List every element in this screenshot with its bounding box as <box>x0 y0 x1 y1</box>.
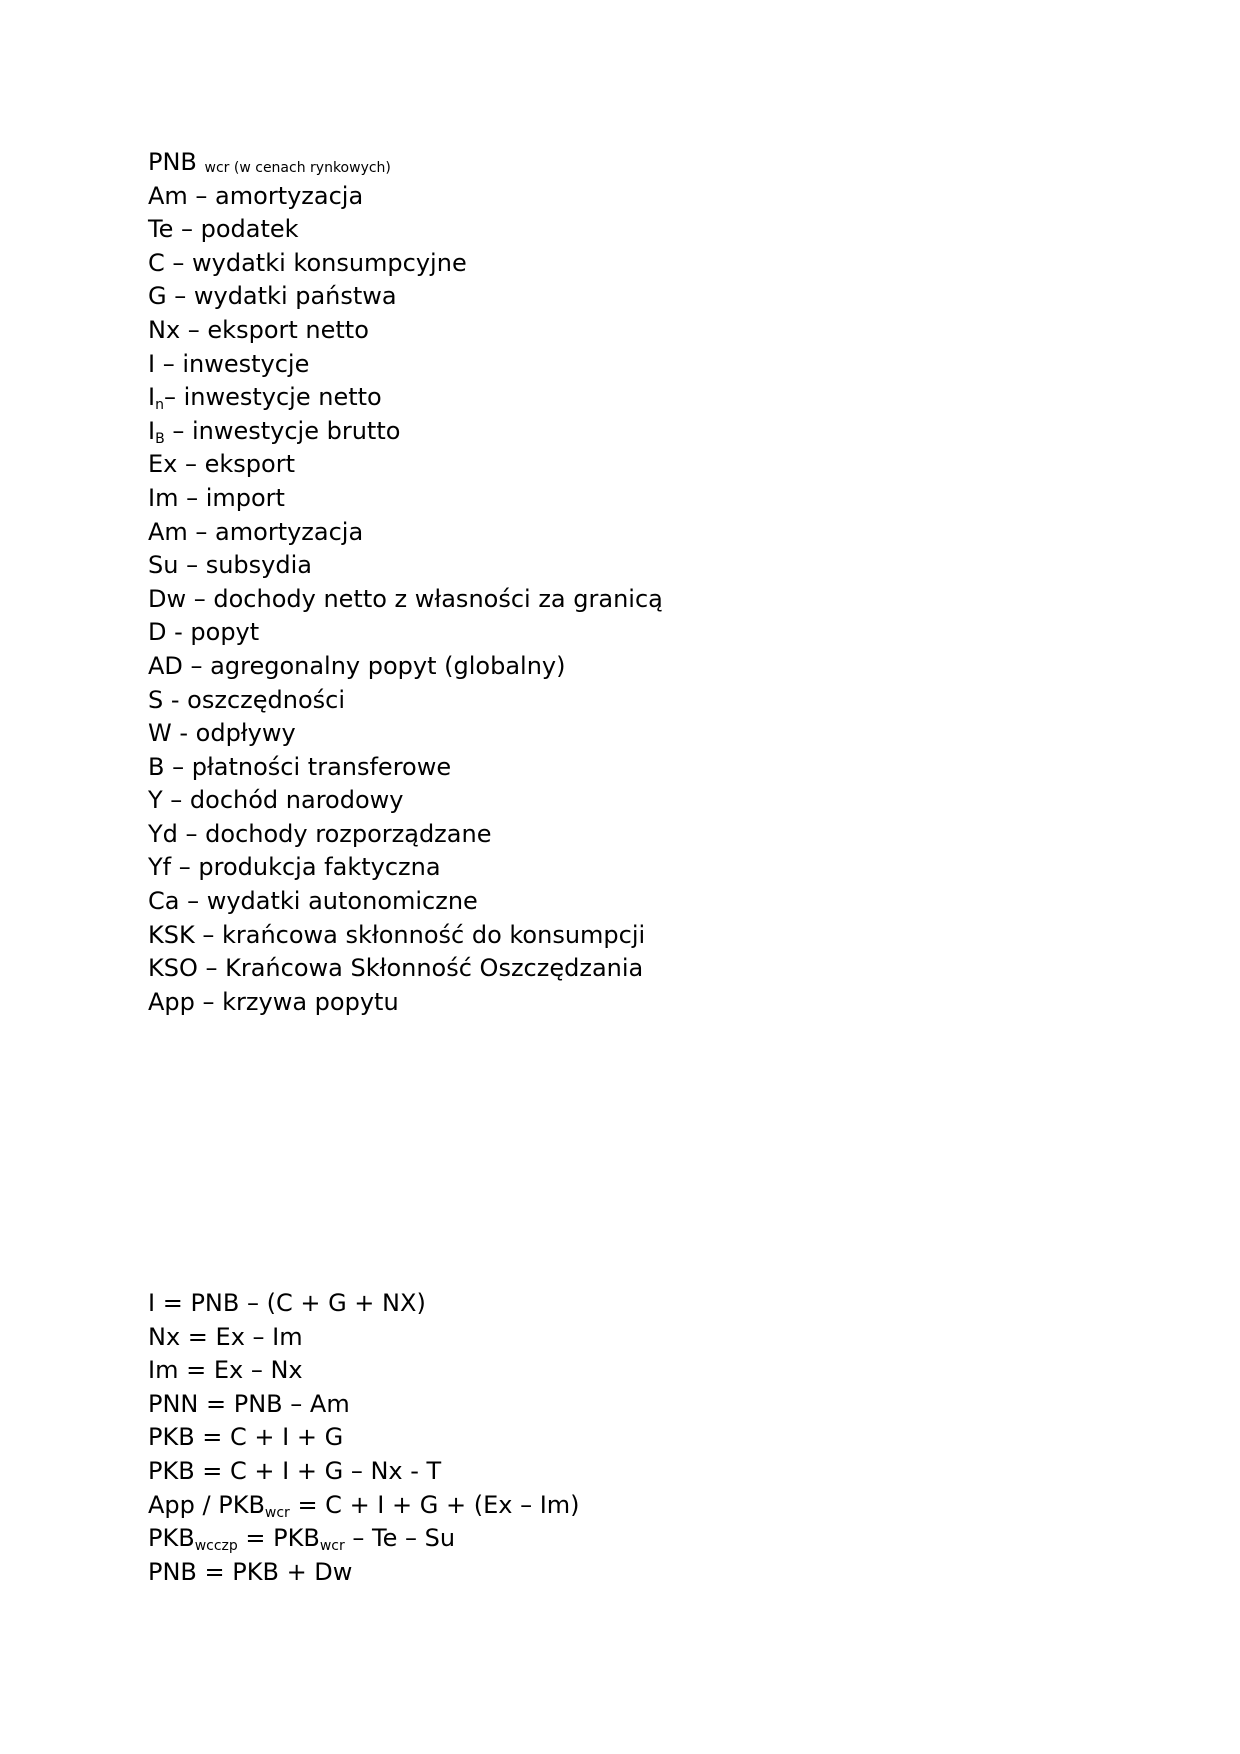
definition-line: Su – subsydia <box>148 551 312 580</box>
definition-line: W - odpływy <box>148 719 296 748</box>
formula-line: I = PNB – (C + G + NX) <box>148 1289 426 1317</box>
definition-line: KSO – Krańcowa Skłonność Oszczędzania <box>148 954 644 983</box>
formulas-list <box>148 1287 1148 1589</box>
formula-line: PKB = C + I + G – Nx - T <box>148 1456 442 1485</box>
definition-line: Dw – dochody netto z własności za granicą <box>148 584 663 613</box>
definition-line: Nx – eksport netto <box>148 315 369 344</box>
formula-line: PNN = PNB – Am <box>148 1389 350 1418</box>
formula-line: PNB = PKB + Dw <box>148 1557 353 1586</box>
definition-line: Ca – wydatki autonomiczne <box>148 887 478 916</box>
definitions-list <box>148 146 1148 1019</box>
definition-line: Am – amortyzacja <box>148 181 364 210</box>
definition-line: $I_n-$ inwestycje netto <box>148 383 382 414</box>
definition-line: B – płatności transferowe <box>148 752 452 781</box>
definition-line: I – inwestycje <box>148 349 310 378</box>
definition-line: $I_B$ – inwestycje brutto <box>148 416 401 447</box>
definition-line: Te – podatek <box>148 215 299 244</box>
definition-line: C – wydatki konsumpcyjne <box>148 248 467 277</box>
definition-line: G – wydatki państwa <box>148 282 397 311</box>
definition-line: Yd – dochody rozporządzane <box>148 819 492 848</box>
formula-line: Nx = Ex – Im <box>148 1322 303 1351</box>
formula-line: Im = Ex – Nx <box>148 1356 303 1385</box>
definition-line: Am – amortyzacja <box>148 517 364 546</box>
formula-line: App / $PKB_{wcr} = C + I + G + (Ex - Im)$ <box>148 1490 580 1521</box>
definition-line: AD – agregonalny popyt (globalny) <box>148 651 566 680</box>
formula-line: PKB = C + I + G <box>148 1423 344 1452</box>
definition-line: S - oszczędności <box>148 685 345 714</box>
definition-line: App – krzywa popytu <box>148 987 399 1016</box>
definition-line: PNB wcr (w cenach rynkowych) <box>148 148 391 176</box>
definition-line: Yf – produkcja faktyczna <box>148 853 441 882</box>
definition-line: Y – dochód narodowy <box>148 786 404 815</box>
definition-line: Ex – eksport <box>148 450 295 479</box>
definition-line: Im – import <box>148 483 285 512</box>
definition-line: D - popyt <box>148 618 260 647</box>
formula-line: $PKB_{wcczp} = PKB_{wcr} - Te - Su$ <box>148 1524 456 1555</box>
definition-line: KSK – krańcowa skłonność do konsumpcji <box>148 920 646 949</box>
